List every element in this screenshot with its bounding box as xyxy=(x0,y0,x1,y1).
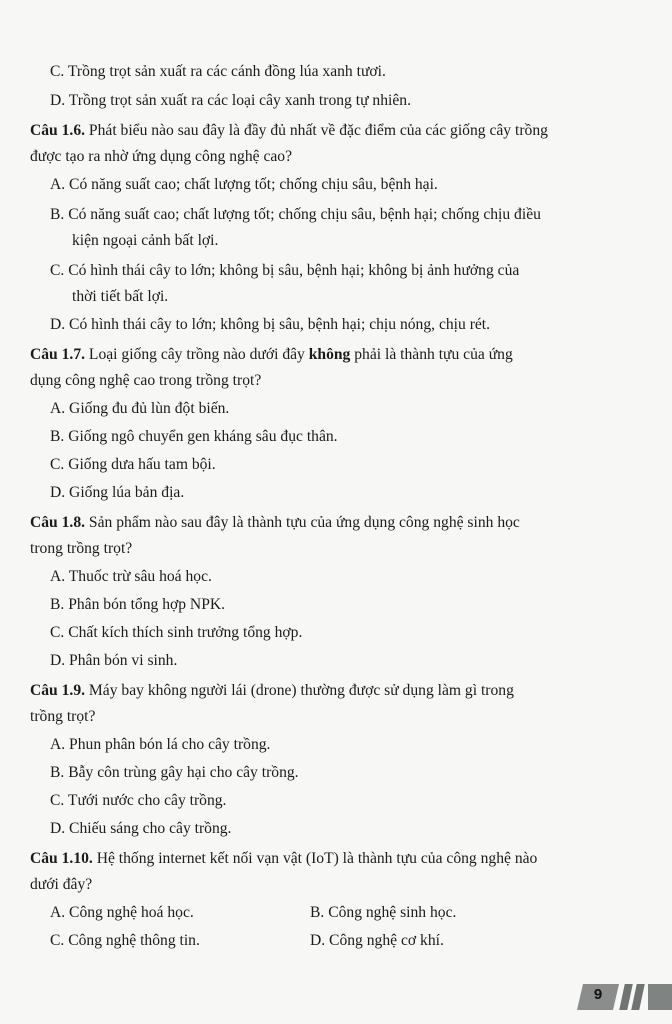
question-line xyxy=(30,849,672,869)
answer-option: B. Công nghệ sinh học. xyxy=(310,904,457,921)
answer-option: B. Giống ngô chuyển gen kháng sâu đục thân. xyxy=(50,428,338,445)
question-line xyxy=(30,121,672,141)
answer-option-row xyxy=(50,931,672,951)
answer-option: C. Chất kích thích sinh trưởng tổng hợp. xyxy=(50,624,303,641)
question-continuation: dụng công nghệ cao trong trồng trọt? xyxy=(30,372,262,389)
answer-option: C. Trồng trọt sản xuất ra các cánh đồng lúa xanh tươi. xyxy=(50,63,386,80)
answer-option: A. Thuốc trừ sâu hoá học. xyxy=(50,568,212,585)
question-text: Máy bay không người lái (drone) thường được sử dụng làm gì trong xyxy=(85,682,514,699)
question-text: Phát biểu nào sau đây là đầy đủ nhất về đặc điểm của các giống cây trồng xyxy=(85,122,548,139)
answer-option: B. Có năng suất cao; chất lượng tốt; chống chịu sâu, bệnh hại; chống chịu điều xyxy=(50,206,541,223)
answer-option: D. Chiếu sáng cho cây trồng. xyxy=(50,820,232,837)
question-number: Câu 1.6. xyxy=(30,122,86,139)
answer-option: C. Tưới nước cho cây trồng. xyxy=(50,792,227,809)
question-text: Sản phẩm nào sau đây là thành tựu của ứng dụng công nghệ sinh học xyxy=(85,514,520,531)
answer-option: A. Có năng suất cao; chất lượng tốt; chống chịu sâu, bệnh hại. xyxy=(50,176,438,193)
question-line xyxy=(30,681,672,701)
answer-option: A. Công nghệ hoá học. xyxy=(50,904,194,921)
answer-option: A. Giống đu đủ lùn đột biến. xyxy=(50,400,230,417)
answer-option: C. Có hình thái cây to lớn; không bị sâu, bệnh hại; không bị ảnh hưởng của xyxy=(50,262,520,279)
question-number: Câu 1.10. xyxy=(30,850,93,867)
question-number: Câu 1.7. xyxy=(30,346,86,363)
question-text: Hệ thống internet kết nối vạn vật (IoT) là thành tựu của công nghệ nào xyxy=(92,850,538,867)
answer-option-continuation: thời tiết bất lợi. xyxy=(72,288,169,305)
answer-option: D. Phân bón vi sinh. xyxy=(50,652,178,669)
answer-option: D. Trồng trọt sản xuất ra các loại cây xanh trong tự nhiên. xyxy=(50,92,411,109)
answer-option: D. Giống lúa bản địa. xyxy=(50,484,185,501)
question-continuation: trong trồng trọt? xyxy=(30,540,133,557)
answer-option: D. Công nghệ cơ khí. xyxy=(310,932,444,949)
question-number: Câu 1.8. xyxy=(30,514,86,531)
answer-option: C. Công nghệ thông tin. xyxy=(50,932,200,949)
question-line xyxy=(30,345,672,365)
question-number: Câu 1.9. xyxy=(30,682,86,699)
question-continuation: được tạo ra nhờ ứng dụng công nghệ cao? xyxy=(30,148,293,165)
footer-stripe xyxy=(648,984,672,1010)
footer-bar xyxy=(0,984,672,1006)
question-text: Loại giống cây trồng nào dưới đây xyxy=(85,346,309,363)
answer-option: C. Giống dưa hấu tam bội. xyxy=(50,456,216,473)
question-continuation: dưới đây? xyxy=(30,876,93,893)
page-number: 9 xyxy=(593,986,603,1003)
question-line xyxy=(30,513,672,533)
question-text-tail: phải là thành tựu của ứng xyxy=(350,346,513,363)
answer-option: A. Phun phân bón lá cho cây trồng. xyxy=(50,736,271,753)
answer-option: B. Bẫy côn trùng gây hại cho cây trồng. xyxy=(50,764,299,781)
question-continuation: trồng trọt? xyxy=(30,708,96,725)
emphasis-word: không xyxy=(308,346,351,363)
answer-option: D. Có hình thái cây to lớn; không bị sâu, bệnh hại; chịu nóng, chịu rét. xyxy=(50,316,491,333)
answer-option-row xyxy=(50,903,672,923)
answer-option-continuation: kiện ngoại cảnh bất lợi. xyxy=(72,232,219,249)
answer-option: B. Phân bón tổng hợp NPK. xyxy=(50,596,226,613)
